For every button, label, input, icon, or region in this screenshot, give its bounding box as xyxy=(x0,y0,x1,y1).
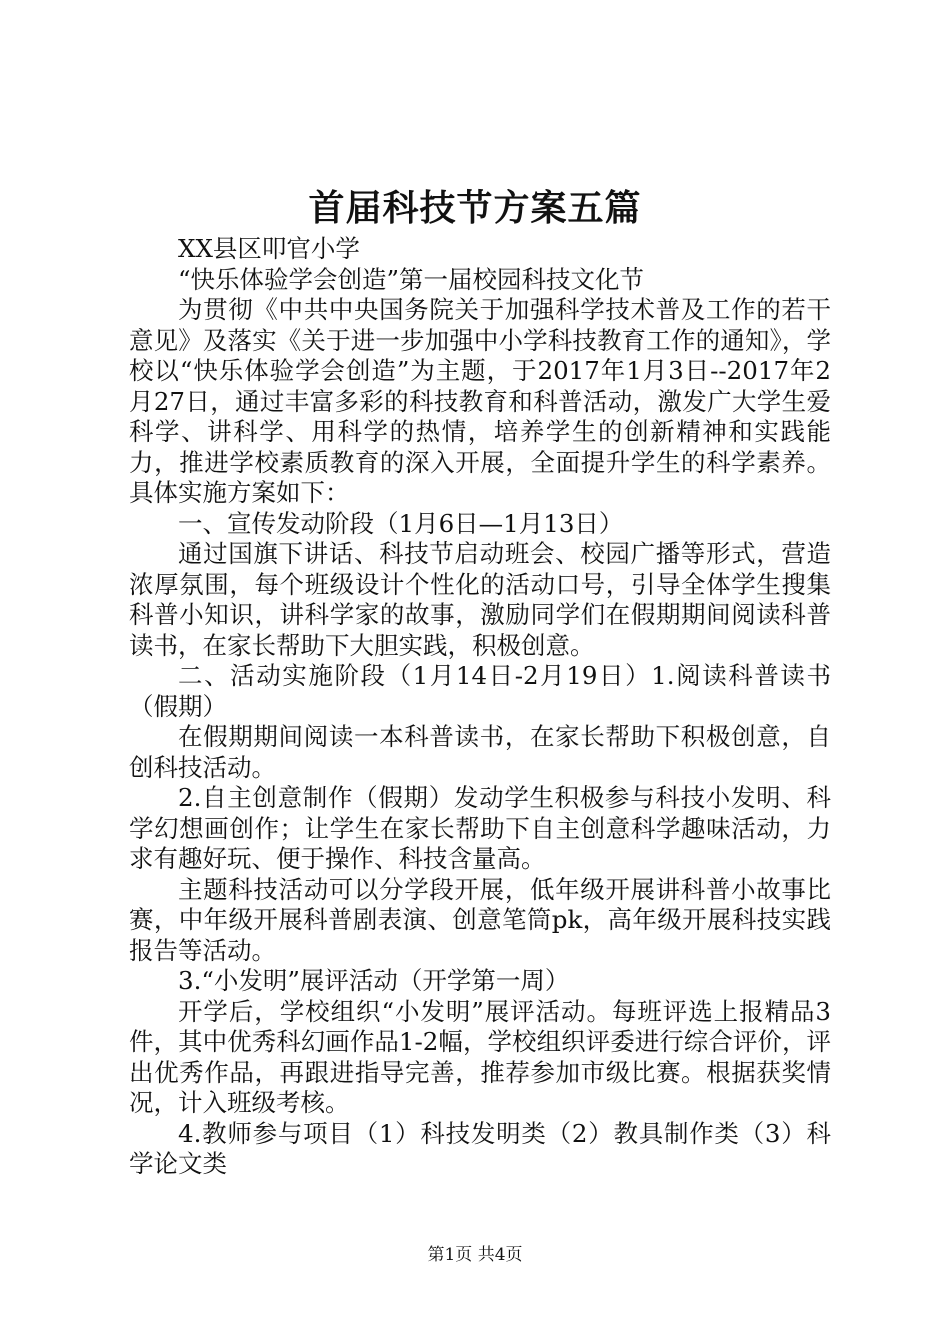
paragraph-creative-making: 2.自主创意制作（假期）发动学生积极参与科技小发明、科学幻想画创作；让学生在家长帮助下自主创意科学趣味活动，力求有趣好玩、便于操作、科技含量高。 xyxy=(129,783,831,873)
paragraph-school-name: XX县区叩官小学 xyxy=(178,234,360,263)
paragraph-festival-name: “快乐体验学会创造”第一届校园科技文化节 xyxy=(178,264,645,294)
paragraph-intro: 为贯彻《中共中央国务院关于加强科学技术普及工作的若干意见》及落实《关于进一步加强中小学科技教育工作的通知》，学校以“快乐体验学会创造”为主题，于2017年1月3日--2017年2月27日，通过丰富多彩的科技教育和科普活动，激发广大学生爱科学、讲科学、用科学的热情，培养学生的创新精神和实践能力，推进学校素质教育的深入开展，全面提升学生的科学素养。具体实施方案如下： xyxy=(129,295,831,507)
paragraph-stage-two-heading: 二、活动实施阶段（1月14日-2月19日）1.阅读科普读书（假期） xyxy=(129,661,831,721)
paragraph-theme-activities: 主题科技活动可以分学段开展，低年级开展讲科普小故事比赛，中年级开展科普剧表演、创意笔筒pk，高年级开展科技实践报告等活动。 xyxy=(129,874,831,965)
document-body xyxy=(129,234,831,1180)
paragraph-invention-exhibit-body: 开学后，学校组织“小发明”展评活动。每班评选上报精品3件，其中优秀科幻画作品1-2幅，学校组织评委进行综合评价，评出优秀作品，再跟进指导完善，推荐参加市级比赛。根据获奖情况，计入班级考核。 xyxy=(129,996,831,1117)
document-title: 首届科技节方案五篇 xyxy=(308,187,642,229)
paragraph-teacher-projects: 4.教师参与项目（1）科技发明类（2）教具制作类（3）科学论文类 xyxy=(129,1118,831,1178)
page-footer: 第1页 共4页 xyxy=(427,1245,523,1265)
paragraph-stage-one-body: 通过国旗下讲话、科技节启动班会、校园广播等形式，营造浓厚氛围，每个班级设计个性化的活动口号，引导全体学生搜集科普小知识，讲科学家的故事，激励同学们在假期期间阅读科普读书，在家长帮助下大胆实践，积极创意。 xyxy=(129,539,831,660)
paragraph-reading: 在假期期间阅读一本科普读书，在家长帮助下积极创意，自创科技活动。 xyxy=(129,722,831,782)
paragraph-stage-one-heading: 一、宣传发动阶段（1月6日—1月13日） xyxy=(178,508,624,538)
paragraph-invention-exhibit-heading: 3.“小发明”展评活动（开学第一周） xyxy=(178,966,570,995)
